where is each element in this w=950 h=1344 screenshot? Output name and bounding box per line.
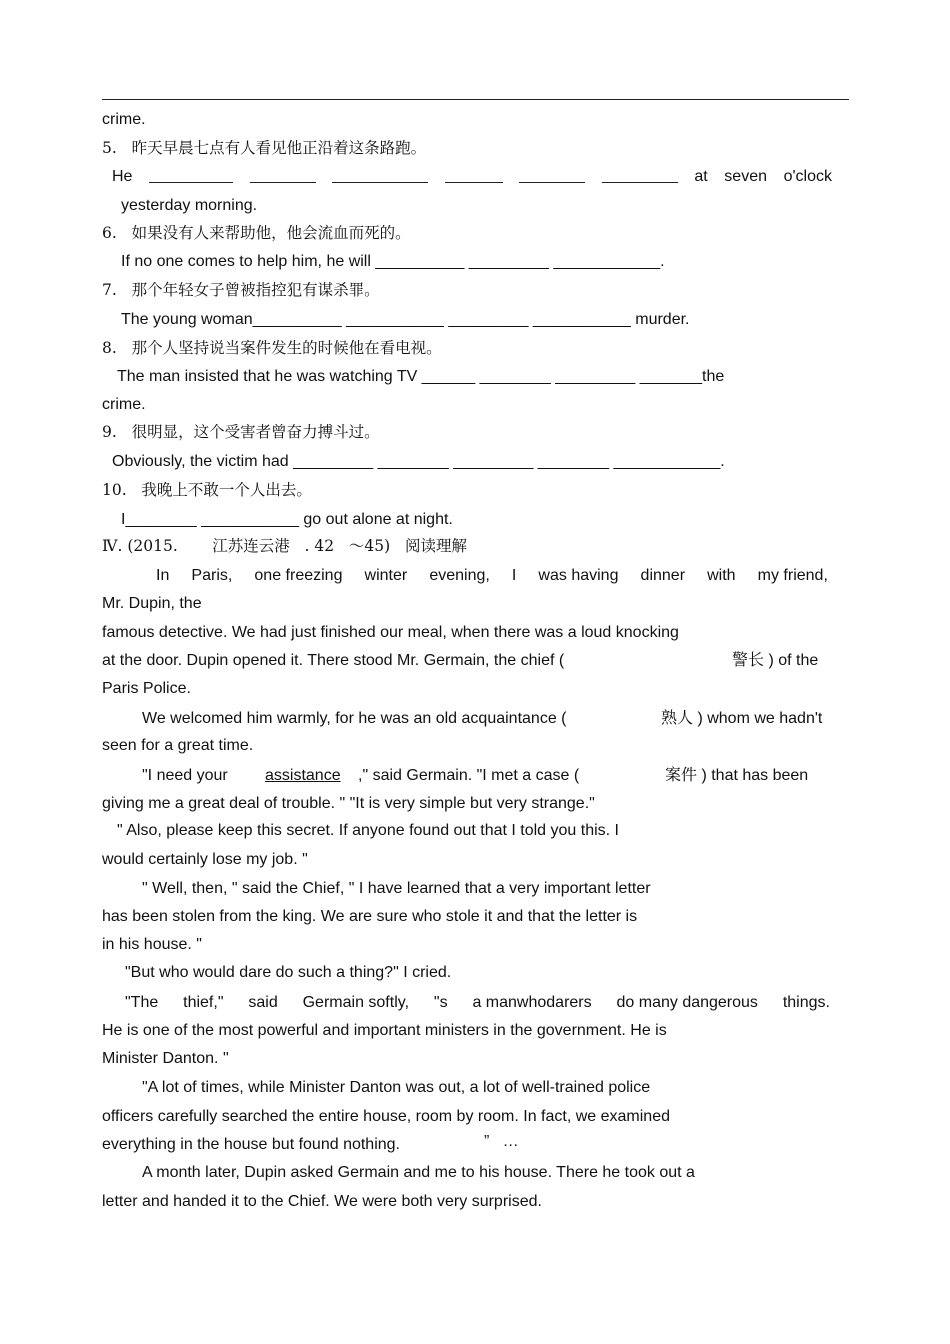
paragraph-line: We welcomed him warmly, for he was an old acquaintance ( [142,710,567,727]
paragraph-line [156,566,828,586]
underlined-answer: assistance [265,767,341,784]
question-5-continuation: yesterday morning. [121,197,258,214]
paragraph-line-ellipsis: ” … [484,1133,519,1150]
word: my friend, [757,567,828,584]
paragraph-line: Paris Police. [102,680,191,697]
paragraph-line-gloss: 警长 ) of the [732,652,819,669]
paragraph-line: " Well, then, " said the Chief, " I have learned that a very important letter [142,880,651,897]
paragraph-line-gloss: 熟人 ) whom we hadn't [661,710,823,727]
word: I [511,567,517,584]
word: "The [125,994,159,1011]
word: things. [782,994,830,1011]
question-5-english [112,167,832,187]
paragraph-line: Minister Danton. " [102,1050,229,1067]
answer-blank[interactable] [445,167,503,183]
paragraph-line: at the door. Dupin opened it. There stood Mr. Germain, the chief ( [102,652,565,669]
question-6-chinese: 6. 如果没有人来帮助他，他会流血而死的。 [102,224,411,242]
word: said [248,994,278,1011]
paragraph-line: He is one of the most powerful and important ministers in the government. He is [102,1022,667,1039]
question-7-chinese: 7. 那个年轻女子曾被指控犯有谋杀罪。 [102,281,380,299]
question-9-english: Obviously, the victim had _________ ________ _________ ________ ____________. [112,453,725,470]
answer-blank[interactable] [332,167,428,183]
answer-blank[interactable] [149,167,233,183]
paragraph-line: in his house. " [102,936,202,953]
word: thief," [183,994,224,1011]
question-10-chinese: 10. 我晚上不敢一个人出去。 [102,481,312,499]
word: do many dangerous [616,994,758,1011]
word: was having [538,567,619,584]
word: a manwhodarers [472,994,592,1011]
word: evening, [429,567,490,584]
paragraph-line: seen for a great time. [102,737,254,754]
question-5-word: at [694,168,708,185]
paragraph-line: has been stolen from the king. We are sure who stole it and that the letter is [102,908,638,925]
question-8-continuation: crime. [102,396,146,413]
word: one freezing [254,567,343,584]
question-5-word: seven [724,168,767,185]
paragraph-line: "I need your [142,767,228,784]
word: Germain softly, [302,994,410,1011]
word: In [156,567,170,584]
answer-blank[interactable] [602,167,678,183]
text-line: crime. [102,111,146,128]
paragraph-line: officers carefully searched the entire house, room by room. In fact, we examined [102,1108,670,1125]
header-rule [102,99,849,100]
question-8-english: The man insisted that he was watching TV ______ ________ _________ _______the [117,368,725,385]
paragraph-line: ," said Germain. "I met a case ( [358,767,580,784]
question-5-chinese: 5. 昨天早晨七点有人看见他正沿着这条路跑。 [102,139,427,157]
paragraph-line: would certainly lose my job. " [102,851,308,868]
paragraph-line: letter and handed it to the Chief. We were both very surprised. [102,1193,542,1210]
paragraph-line: everything in the house but found nothing. [102,1136,400,1153]
word: with [707,567,736,584]
section-heading: Ⅳ. (2015. 江苏连云港 . 42 ～45) 阅读理解 [102,537,467,555]
word: "s [433,994,448,1011]
paragraph-line: giving me a great deal of trouble. " "It is very simple but very strange." [102,795,595,812]
paragraph-line: " Also, please keep this secret. If anyone found out that I told you this. I [117,822,619,839]
word: Paris, [191,567,233,584]
question-9-chinese: 9. 很明显，这个受害者曾奋力搏斗过。 [102,423,380,441]
question-5-word: He [112,168,133,185]
word: winter [364,567,408,584]
word: dinner [640,567,686,584]
paragraph-line: Mr. Dupin, the [102,595,202,612]
paragraph-line [125,993,830,1013]
paragraph-line: "A lot of times, while Minister Danton was out, a lot of well-trained police [142,1079,651,1096]
paragraph-line: A month later, Dupin asked Germain and me to his house. There he took out a [142,1164,695,1181]
question-5-word: o'clock [783,168,832,185]
question-8-chinese: 8. 那个人坚持说当案件发生的时候他在看电视。 [102,339,442,357]
paragraph-line: famous detective. We had just finished our meal, when there was a loud knocking [102,624,679,641]
answer-blank[interactable] [250,167,316,183]
question-10-english: I________ ___________ go out alone at night. [121,511,453,528]
question-6-english: If no one comes to help him, he will __________ _________ ____________. [121,253,665,270]
answer-blank[interactable] [519,167,585,183]
paragraph-line: "But who would dare do such a thing?" I cried. [125,964,452,981]
paragraph-line-gloss: 案件 ) that has been [665,767,809,784]
question-7-english: The young woman__________ ___________ _________ ___________ murder. [121,311,690,328]
